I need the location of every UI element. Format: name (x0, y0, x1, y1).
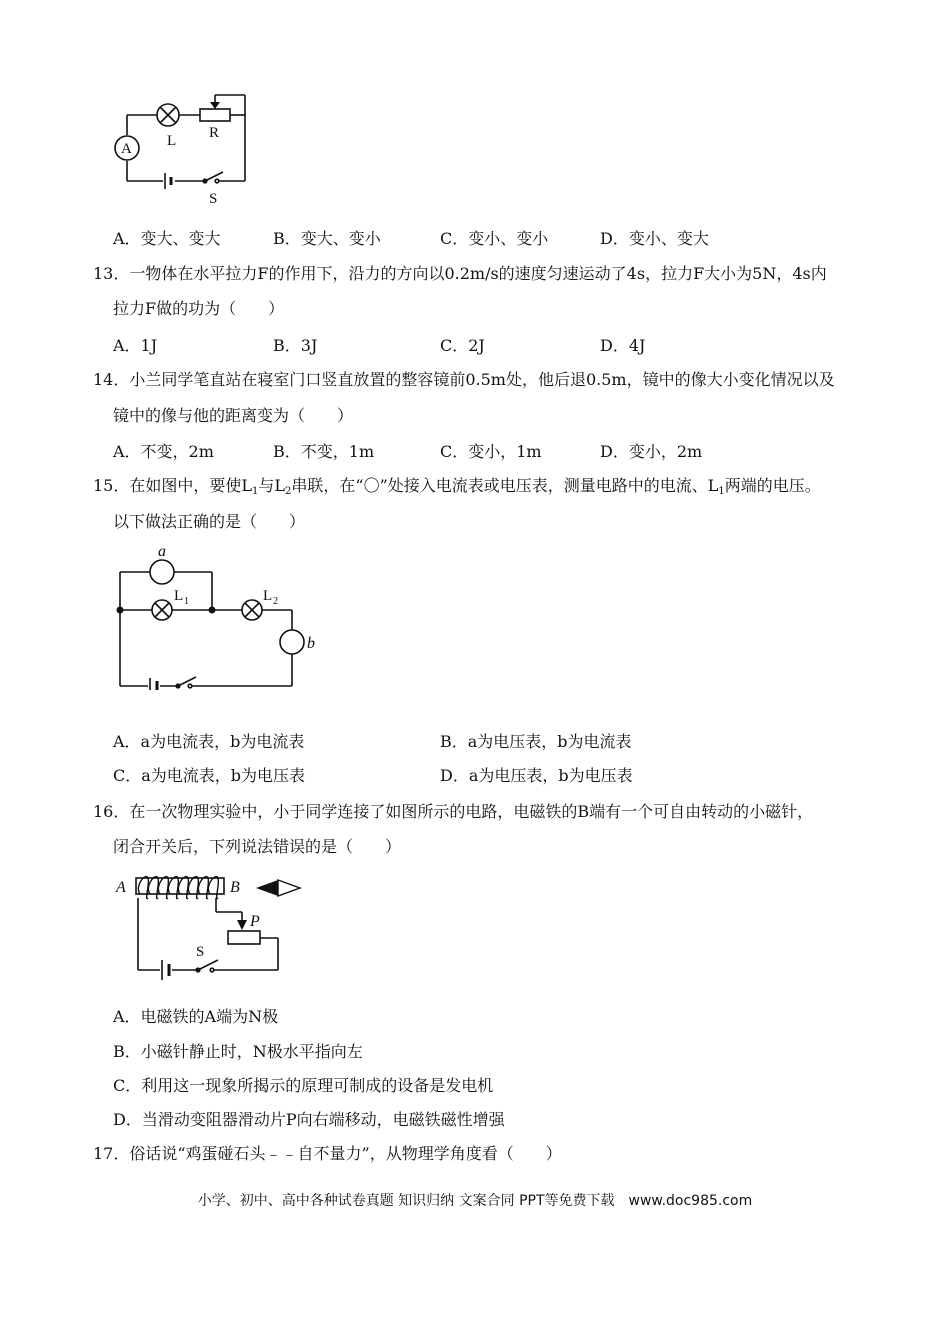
q16-slider-label: P (250, 913, 260, 930)
q13-option-d: D．4J (600, 336, 646, 355)
q15-lamp2-sub: 2 (273, 596, 278, 607)
meter-b-icon (280, 630, 304, 654)
q15-stem-line1 (93, 475, 821, 497)
lamp-icon (157, 104, 179, 126)
q14-option-c: C．变小，1m (440, 442, 542, 461)
q12-option-d: D．变小、变大 (600, 229, 709, 248)
page-footer: 小学、初中、高中各种试卷真题 知识归纳 文案合同 PPT等免费下载 www.doc985.com (197, 1193, 753, 1209)
q13-stem-line2: 拉力F做的功为（ ） (113, 299, 285, 318)
q13-option-b: B．3J (273, 336, 318, 355)
q14-stem-line2: 镜中的像与他的距离变为（ ） (113, 406, 354, 425)
q14-option-d: D．变小，2m (600, 442, 703, 461)
q15-option-d: D．a为电压表，b为电压表 (440, 766, 633, 785)
q16-option-b: B．小磁针静止时，N极水平指向左 (113, 1042, 363, 1061)
q15-stem-sub1: 1 (252, 486, 259, 497)
q17-stem-line1: 17．俗话说“鸡蛋碰石头﹣﹣自不量力”，从物理学角度看（ ） (93, 1144, 562, 1163)
q12-circuit-figure (105, 85, 265, 210)
meter-a-icon (150, 560, 174, 584)
q12-circuit-svg (105, 85, 265, 210)
q13-option-c: C．2J (440, 336, 485, 355)
lamp-l2-icon (242, 600, 262, 620)
q15-lamp1-sub: 1 (184, 596, 189, 607)
battery-icon (165, 173, 171, 189)
q15-stem-part1: 15．在如图中，要使L (93, 476, 252, 495)
battery-icon (162, 960, 169, 980)
q15-lamp2-label: L (263, 588, 273, 604)
q15-stem-part3: 串联，在“〇”处接入电流表或电压表，测量电路中的电流、L (291, 476, 719, 495)
q15-meter-b-label: b (307, 635, 315, 652)
lamp-l1-icon (152, 600, 172, 620)
slider-arrow-icon (210, 102, 220, 109)
q15-option-b: B．a为电压表，b为电流表 (440, 732, 632, 751)
rheostat-icon (200, 109, 230, 121)
q16-end-b-label: B (230, 879, 240, 896)
q15-meter-a-label: a (158, 543, 166, 560)
q15-circuit-svg (110, 540, 330, 690)
junction-dot-right (209, 607, 216, 614)
q13-stem-line1: 13．一物体在水平拉力F的作用下，沿力的方向以0.2m/s的速度匀速运动了4s，拉力F大小为5N，4s内 (93, 264, 827, 283)
q15-stem-part4: 两端的电压。 (724, 476, 821, 495)
q12-rheostat-label: R (209, 125, 220, 141)
q12-option-c: C．变小、变小 (440, 229, 549, 248)
q15-stem-line2: 以下做法正确的是（ ） (113, 512, 306, 531)
battery-icon (150, 678, 157, 690)
q16-option-d: D．当滑动变阻器滑动片P向右端移动，电磁铁磁性增强 (113, 1110, 505, 1129)
q16-option-a: A．电磁铁的A端为N极 (113, 1007, 279, 1026)
q14-stem-line1: 14．小兰同学笔直站在寝室门口竖直放置的整容镜前0.5m处，他后退0.5m，镜中的像大小变化情况以及 (93, 370, 835, 389)
junction-dot-left (117, 607, 124, 614)
q16-stem-line1: 16．在一次物理实验中，小于同学连接了如图所示的电路，电磁铁的B端有一个可自由转动的小磁针， (93, 802, 814, 821)
q12-ammeter-label: A (121, 141, 132, 157)
q14-option-b: B．不变，1m (273, 442, 375, 461)
q16-stem-line2: 闭合开关后，下列说法错误的是（ ） (113, 837, 402, 856)
q15-stem-sub2: 2 (285, 486, 292, 497)
slider-arrow-icon (237, 920, 247, 930)
q14-option-a: A．不变，2m (113, 442, 214, 461)
q15-circuit-figure (110, 540, 330, 690)
q15-lamp1-label: L (174, 588, 184, 604)
rheostat-icon (228, 931, 260, 944)
q13-option-a: A．1J (113, 336, 158, 355)
q16-electromagnet-figure (112, 868, 312, 986)
q12-switch-label: S (209, 191, 218, 207)
q15-option-c: C．a为电流表，b为电压表 (113, 766, 306, 785)
q15-stem-sub3: 1 (718, 486, 725, 497)
q16-option-c: C．利用这一现象所揭示的原理可制成的设备是发电机 (113, 1076, 494, 1095)
q12-lamp-label: L (167, 133, 177, 149)
q15-option-a: A．a为电流表，b为电流表 (113, 732, 305, 751)
q16-end-a-label: A (116, 879, 126, 896)
compass-needle-icon (256, 880, 300, 896)
q12-option-a: A．变大、变大 (113, 229, 221, 248)
q16-circuit-svg (112, 868, 312, 986)
q15-stem-part2: 与L (258, 476, 286, 495)
q16-switch-label: S (196, 944, 205, 960)
q12-option-b: B．变大、变小 (273, 229, 381, 248)
